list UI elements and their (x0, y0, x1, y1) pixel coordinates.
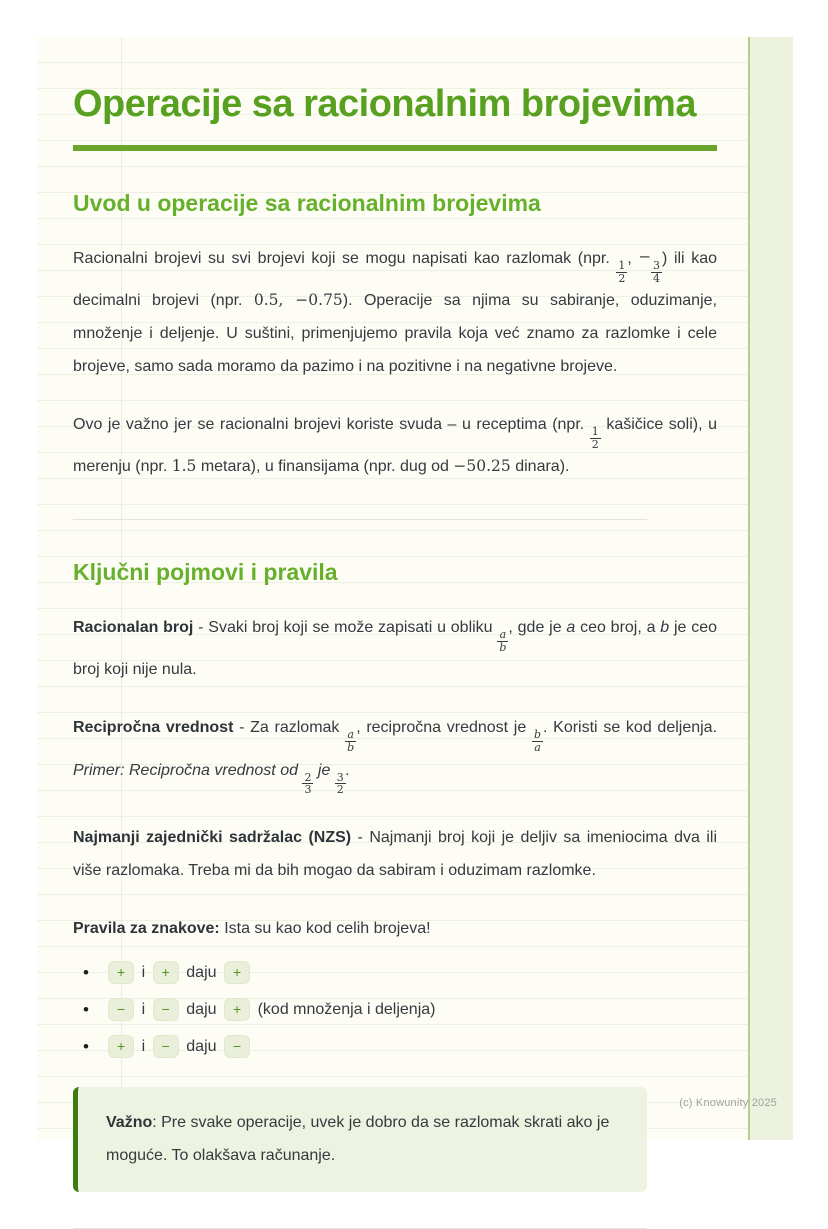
math-number: 1.5 (171, 457, 197, 476)
sign-badge: − (108, 998, 134, 1021)
fraction-stack (335, 772, 346, 796)
paragraph: Najmanji zajednički sadržalac (NZS) - Najmanji broj koji je deljiv sa imeniocima dva ili više razlomaka. Treba mi da bih mogao da sabiram i oduzimam razlomke. (73, 828, 717, 879)
fraction (497, 619, 508, 654)
sign-rule-item: • − i − daju + (kod množenja i deljenja) (81, 998, 717, 1022)
section-heading-uvod: Uvod u operacije sa racionalnim brojevima (73, 190, 541, 216)
fraction-numerator: 3 (653, 259, 661, 273)
fraction-numerator: 1 (591, 425, 599, 439)
bold-term: Racionalan broj (73, 619, 194, 637)
sign-badge: + (224, 998, 250, 1021)
paragraph: Recipročna vrednost - Za razlomak $\frac{a}{b}$ , recipročna vrednost je $\frac{b}{a}$ . Koristi se kod deljenja. Primer: Recipročna vrednost od $\frac{2}{3}$ je $\frac{3}{2}$ . (73, 719, 718, 797)
sign-badge: − (153, 1035, 179, 1058)
sign-badge: + (108, 1035, 134, 1058)
document-page (37, 37, 793, 1164)
math-number: 0.5, −0.75 (253, 291, 343, 310)
page-side-strip (748, 37, 793, 1140)
sign-rules-list (73, 961, 717, 1059)
fraction-numerator: 3 (336, 770, 344, 784)
fraction-denominator: 4 (653, 271, 661, 285)
minus-sign: − (638, 247, 652, 266)
fraction-stack (651, 260, 662, 284)
sign-badge: + (108, 961, 134, 984)
fraction-numerator: b (533, 728, 542, 742)
italic-text: je (313, 761, 335, 779)
paragraph: Pravila za znakove: Ista su kao kod celih brojeva! (73, 919, 431, 937)
sign-rule-item: • + i + daju + (81, 961, 717, 985)
title-rule (73, 145, 717, 151)
fraction (302, 762, 313, 797)
fraction-numerator: a (347, 728, 354, 742)
fraction-numerator: 2 (304, 770, 312, 784)
sections-container (73, 189, 717, 1229)
fraction-stack (532, 729, 543, 753)
fraction-denominator: 2 (618, 271, 626, 285)
section-heading-pojmovi: Ključni pojmovi i pravila (73, 559, 338, 586)
sign-rule-item: • + i − daju − (81, 1035, 717, 1059)
fraction-stack (616, 260, 627, 284)
fraction-stack (302, 772, 313, 796)
bold-term: Recipročna vrednost (73, 719, 234, 737)
sign-badge: − (224, 1035, 250, 1058)
document-content (73, 37, 717, 1229)
fraction (335, 762, 346, 797)
bold-term: Važno (106, 1113, 153, 1131)
fraction (345, 719, 356, 755)
fraction-denominator: 2 (336, 783, 344, 797)
important-callout: Važno: Pre svake operacije, uvek je dobro da se razlomak skrati ako je moguće. To olakšava računanje. (73, 1087, 647, 1192)
fraction-denominator: 2 (591, 437, 599, 451)
copyright-credit: (c) Knowunity 2025 (679, 1097, 777, 1109)
fraction-denominator: 3 (304, 783, 312, 797)
bold-term: Najmanji zajednički sadržalac (NZS) (73, 828, 352, 846)
fraction (590, 416, 601, 451)
fraction-numerator: a (499, 628, 507, 642)
fraction (616, 250, 627, 285)
sign-badge: + (224, 961, 250, 984)
fraction (532, 719, 543, 755)
sign-badge: − (153, 998, 179, 1021)
fraction-denominator: a (532, 741, 543, 754)
italic-text: . (345, 761, 351, 779)
italic-text: Primer: Recipročna vrednost od (73, 761, 303, 779)
fraction-denominator: b (347, 741, 355, 755)
page-title: Operacije sa racionalnim brojevima (73, 83, 696, 125)
fraction-stack (345, 729, 356, 753)
paragraph: Ovo je važno jer se racionalni brojevi koriste svuda – u receptima (npr. $\frac{1}{2}$ kašičice soli), u merenju (npr. 1.5 metara), u finansijama (npr. dug od −50.25 dinara). (73, 416, 718, 476)
math-number: −50.25 (453, 457, 511, 476)
fraction-numerator: 1 (618, 259, 626, 273)
italic-text: a (566, 619, 576, 637)
paragraph: Racionalni brojevi su svi brojevi koji se mogu napisati kao razlomak (npr. $\frac{1}{2}$ , − $\frac{3}{4}$ ) ili kao decimalni brojevi (npr. 0.5, −0.75). Operacije sa njima su sabiranje, oduzimanje, množenje i deljenje. U suštini, primenjujemo pravila koja već znamo za razlomke i cele brojeve, samo sada moramo da pazimo i na pozitivne i na negativne brojeve. (73, 247, 717, 376)
fraction (638, 247, 662, 285)
fraction-stack (590, 426, 601, 450)
bold-term: Pravila za znakove: (73, 919, 220, 937)
fraction-stack (497, 629, 508, 653)
section-divider (73, 519, 647, 520)
sign-badge: + (153, 961, 179, 984)
italic-text: b (660, 619, 670, 637)
paragraph: Racionalan broj - Svaki broj koji se može zapisati u obliku $\frac{a}{b}$ , gde je a ceo broj, a b je ceo broj koji nije nula. (73, 619, 718, 679)
fraction-denominator: b (499, 640, 507, 654)
